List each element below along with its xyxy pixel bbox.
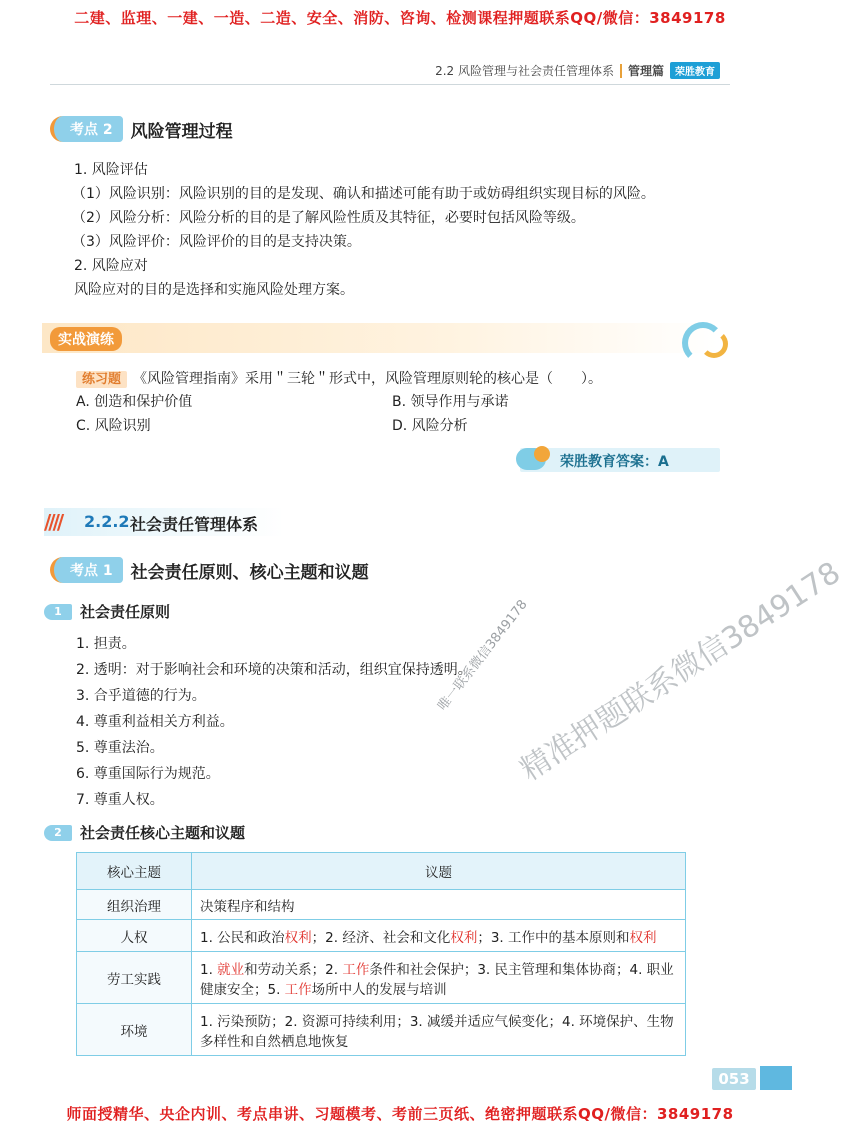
- option-d: D. 风险分析: [392, 418, 468, 434]
- question-text: 《风险管理指南》采用＂三轮＂形式中，风险管理原则轮的核心是（ ）。: [133, 371, 603, 387]
- page-number: 053: [712, 1068, 756, 1090]
- section-title: 社会责任管理体系: [130, 515, 259, 534]
- list-item: 4. 尊重利益相关方利益。: [76, 714, 234, 730]
- sub1-title: 社会责任原则: [80, 603, 171, 621]
- option-a: A. 创造和保护价值: [76, 394, 193, 410]
- exercise-tag: 练习题: [76, 371, 127, 388]
- top-promo-banner: 二建、监理、一建、一造、二造、安全、消防、咨询、检测课程押题联系QQ/微信：3849178: [74, 9, 726, 27]
- kp2-line: （3）风险评价：风险评价的目的是支持决策。: [72, 234, 361, 250]
- topic-cell: 人权: [77, 920, 192, 952]
- kp2-line: 风险应对的目的是选择和实施风险处理方案。: [74, 282, 354, 298]
- principles-list: [76, 631, 472, 813]
- issue-cell: 1. 污染预防；2. 资源可持续利用；3. 减缓并适应气候变化；4. 环境保护、生物多样性和自然栖息地恢复: [192, 1004, 686, 1056]
- practice-banner: [42, 323, 718, 353]
- exercise-question: [76, 367, 602, 392]
- header-divider: [50, 84, 730, 85]
- watermark-small: 唯一联系微信3849178: [435, 597, 531, 714]
- header-separator: [620, 64, 622, 78]
- sub2-number: 2: [44, 825, 72, 841]
- list-item: 7. 尊重人权。: [76, 792, 164, 808]
- bottom-promo-banner: 师面授精华、央企内训、考点串讲、习题模考、考前三页纸、绝密押题联系QQ/微信：3849178: [66, 1105, 734, 1123]
- list-item: 5. 尊重法治。: [76, 740, 164, 756]
- kp2-title: 风险管理过程: [130, 121, 233, 142]
- chapter-title: 2.2 风险管理与社会责任管理体系: [435, 64, 614, 78]
- kp2-heading: [50, 116, 233, 142]
- section-label: 管理篇: [627, 64, 664, 78]
- kp1-tag: 考点 1: [50, 557, 123, 583]
- practice-label: 实战演练: [50, 327, 122, 351]
- sub1-heading: [44, 601, 170, 622]
- section-number: 2.2.2: [84, 512, 130, 531]
- topic-cell: 环境: [77, 1004, 192, 1056]
- answer-box: [520, 448, 720, 472]
- issue-cell: 1. 就业和劳动关系；2. 工作条件和社会保护；3. 民主管理和集体协商；4. 职业健康安全；5. 工作场所中人的发展与培训: [192, 952, 686, 1004]
- kp2-line: （1）风险识别：风险识别的目的是发现、确认和描述可能有助于或妨碍组织实现目标的风险。: [72, 186, 655, 202]
- issue-cell: 1. 公民和政治权利；2. 经济、社会和文化权利；3. 工作中的基本原则和权利: [192, 920, 686, 952]
- brand-logo: 荣胜教育: [670, 62, 720, 79]
- table-row: [77, 952, 686, 1004]
- topic-cell: 组织治理: [77, 890, 192, 920]
- stripes-icon: ////: [44, 510, 62, 534]
- page-corner-block: [760, 1066, 792, 1090]
- list-item: 2. 透明：对于影响社会和环境的决策和活动，组织宜保持透明。: [76, 662, 472, 678]
- kp2-line: 1. 风险评估: [74, 162, 148, 178]
- topic-cell: 劳工实践: [77, 952, 192, 1004]
- list-item: 1. 担责。: [76, 636, 136, 652]
- kp2-body: [74, 158, 655, 302]
- answer-text: 荣胜教育答案：A: [560, 454, 669, 470]
- kp2-tag: 考点 2: [50, 116, 123, 142]
- issue-cell: 决策程序和结构: [192, 890, 686, 920]
- table-header-row: [77, 853, 686, 890]
- option-b: B. 领导作用与承诺: [392, 394, 509, 410]
- sun-icon: [534, 446, 550, 462]
- list-item: 6. 尊重国际行为规范。: [76, 766, 220, 782]
- sub2-heading: [44, 822, 245, 843]
- table-row: [77, 890, 686, 920]
- running-header: [435, 62, 720, 79]
- kp1-title: 社会责任原则、核心主题和议题: [130, 562, 369, 583]
- section-heading: [44, 508, 284, 536]
- option-c: C. 风险识别: [76, 418, 151, 434]
- sub1-number: 1: [44, 604, 72, 620]
- table-header: 议题: [192, 853, 686, 890]
- kp2-line: （2）风险分析：风险分析的目的是了解风险性质及其特征，必要时包括风险等级。: [72, 210, 585, 226]
- sub2-title: 社会责任核心主题和议题: [80, 824, 246, 842]
- decor-arc-icon: [700, 330, 728, 358]
- topics-table: [76, 852, 686, 1056]
- table-row: [77, 1004, 686, 1056]
- kp1-heading: [50, 557, 369, 583]
- watermark-large: 精准押题联系微信3849178: [514, 555, 847, 789]
- kp2-line: 2. 风险应对: [74, 258, 148, 274]
- list-item: 3. 合乎道德的行为。: [76, 688, 206, 704]
- table-row: [77, 920, 686, 952]
- table-header: 核心主题: [77, 853, 192, 890]
